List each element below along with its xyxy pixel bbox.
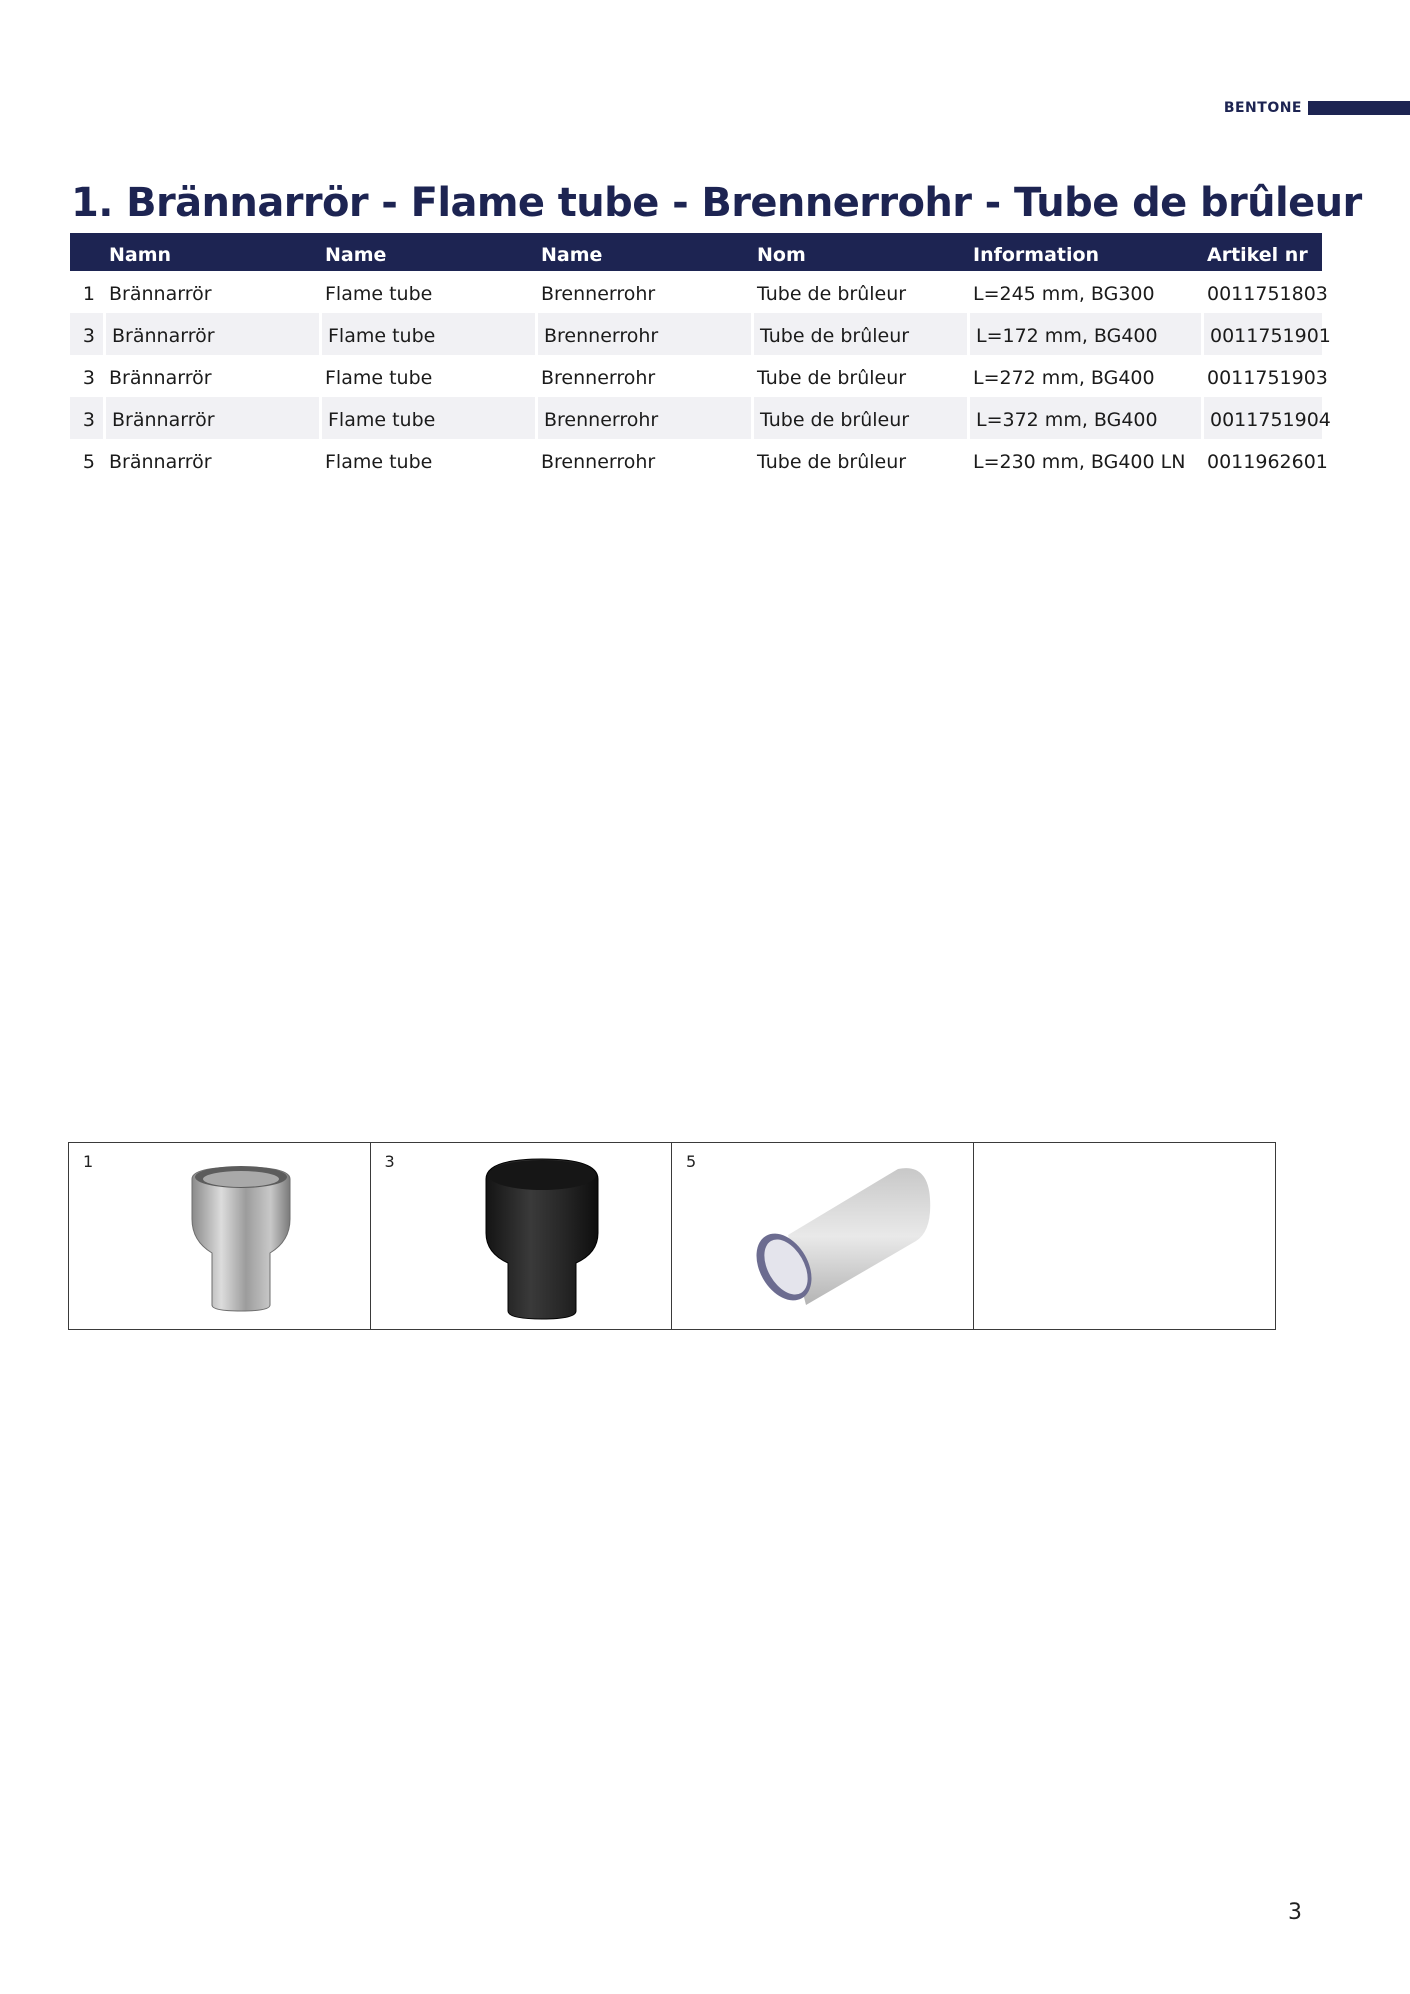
page-title: 1. Brännarrör - Flame tube - Brennerrohr - Tube de brûleur <box>71 180 1362 226</box>
column-header-name-de: Name <box>535 233 751 271</box>
cell-namn: Brännarrör <box>109 283 212 305</box>
column-header-namn: Namn <box>103 233 319 271</box>
cell-name-en: Flame tube <box>319 313 535 355</box>
image-cell-2 <box>371 1143 673 1329</box>
cell-namn: Brännarrör <box>109 367 212 389</box>
cell-namn: Brännarrör <box>109 451 212 473</box>
cell-information: L=372 mm, BG400 <box>967 397 1201 439</box>
cell-name-en: Flame tube <box>325 283 433 305</box>
parts-table <box>70 233 1331 481</box>
table-header-row <box>70 233 1322 271</box>
steel-reducer-tube-icon <box>186 1157 296 1317</box>
cell-information: L=245 mm, BG300 <box>973 283 1155 305</box>
table-row <box>70 397 1322 439</box>
cell-article-number: 0011751803 <box>1207 283 1328 305</box>
cell-name-en: Flame tube <box>319 397 535 439</box>
column-header-information: Information <box>967 233 1201 271</box>
cell-nom: Tube de brûleur <box>751 313 967 355</box>
column-header-name-en: Name <box>319 233 535 271</box>
cell-article-number: 0011751903 <box>1207 367 1328 389</box>
cell-information: L=230 mm, BG400 LN <box>973 451 1186 473</box>
cylinder-tube-icon <box>748 1157 938 1307</box>
cell-article-number: 0011962601 <box>1207 451 1328 473</box>
cell-position: 1 <box>82 283 95 305</box>
cell-name-de: Brennerrohr <box>541 451 656 473</box>
image-label: 3 <box>384 1152 395 1171</box>
cell-nom: Tube de brûleur <box>757 451 907 473</box>
cell-name-de: Brennerrohr <box>541 283 656 305</box>
cell-nom: Tube de brûleur <box>757 283 907 305</box>
cell-namn: Brännarrör <box>103 397 319 439</box>
column-header-artikel-nr: Artikel nr <box>1201 233 1322 271</box>
table-row <box>70 271 1322 313</box>
brand-header <box>1224 101 1410 115</box>
brand-name: BENTONE <box>1223 100 1302 116</box>
cell-position: 3 <box>70 313 103 355</box>
column-header-nom: Nom <box>751 233 967 271</box>
table-row <box>70 355 1322 397</box>
cell-name-en: Flame tube <box>325 451 433 473</box>
cell-position: 3 <box>70 397 103 439</box>
cell-name-de: Brennerrohr <box>535 313 751 355</box>
image-cell-3 <box>672 1143 974 1329</box>
image-cell-1 <box>69 1143 371 1329</box>
cell-name-en: Flame tube <box>325 367 433 389</box>
cell-namn: Brännarrör <box>103 313 319 355</box>
cell-information: L=172 mm, BG400 <box>967 313 1201 355</box>
table-row <box>70 439 1322 481</box>
black-reducer-tube-icon <box>482 1151 602 1323</box>
table-row <box>70 313 1322 355</box>
cell-name-de: Brennerrohr <box>541 367 656 389</box>
cell-article-number: 0011751904 <box>1201 397 1322 439</box>
cell-name-de: Brennerrohr <box>535 397 751 439</box>
brand-bar <box>1308 101 1410 115</box>
image-cell-4-empty <box>974 1143 1276 1329</box>
cell-information: L=272 mm, BG400 <box>973 367 1155 389</box>
image-label: 1 <box>83 1152 94 1171</box>
cell-nom: Tube de brûleur <box>751 397 967 439</box>
product-images-grid <box>68 1142 1276 1330</box>
page-number: 3 <box>1288 1900 1302 1925</box>
cell-article-number: 0011751901 <box>1201 313 1322 355</box>
cell-nom: Tube de brûleur <box>757 367 907 389</box>
cell-position: 5 <box>82 451 95 473</box>
image-label: 5 <box>686 1152 697 1171</box>
column-header-pos <box>70 233 103 271</box>
cell-position: 3 <box>82 367 95 389</box>
